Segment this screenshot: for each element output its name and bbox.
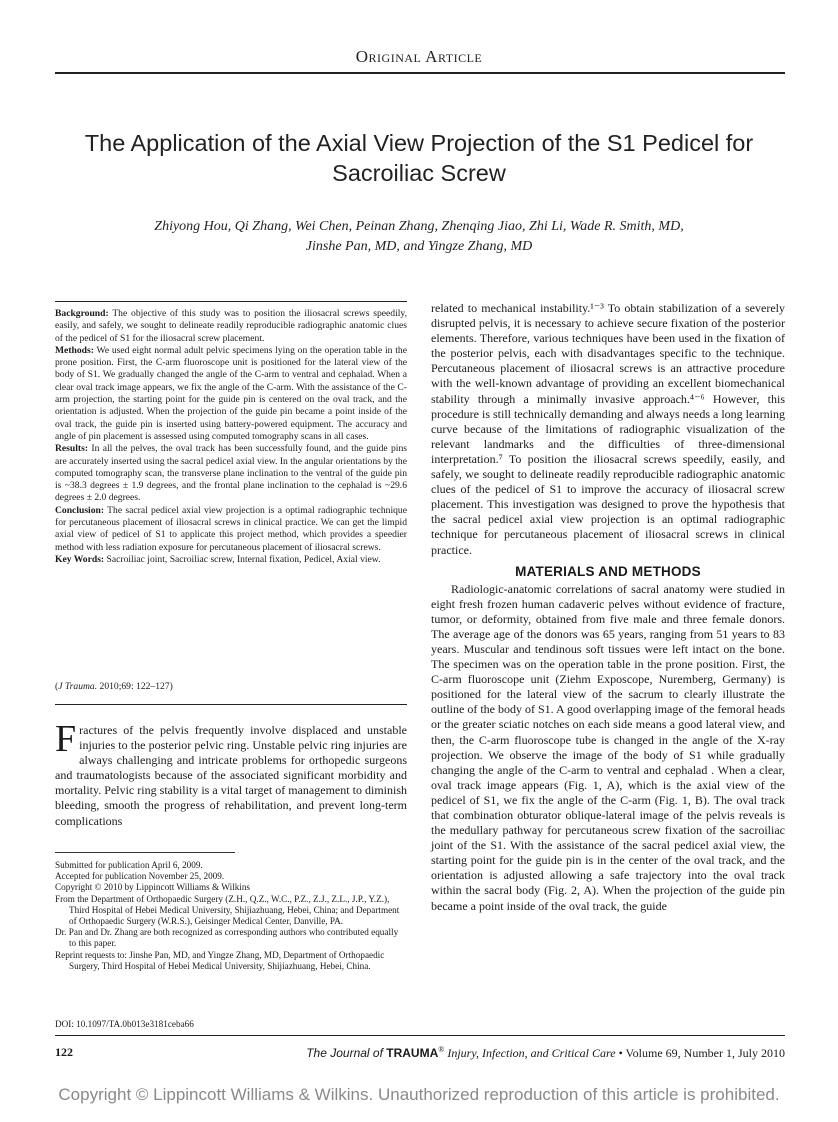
- intro-text: ractures of the pelvis frequently involve displaced and unstable injuries to the posterior pelvic ring. Unstable pelvic ring injuries are always challenging and intricate problems for orthopedic surgeons and traumatologists because of the associated significant morbidity and mortality. Pelvic ring stability is a vital target of management to diminish bleeding, smooth the progress of rehabilitation, and prevent long-term complications: [55, 723, 407, 828]
- abstract-conclusion: [55, 505, 407, 554]
- footer-rule: [55, 1035, 785, 1036]
- footnote-accepted: Accepted for publication November 25, 2009.: [55, 871, 225, 882]
- footer-bullet: •: [615, 1046, 626, 1060]
- authors-line-1: Zhiyong Hou, Qi Zhang, Wei Chen, Peinan Zhang, Zhenqing Jiao, Zhi Li, Wade R. Smith, MD,: [154, 219, 684, 234]
- right-column: [431, 301, 785, 914]
- intro-paragraph: [55, 718, 407, 829]
- citation: (J Trauma. 2010;69: 122–127): [55, 681, 173, 692]
- copyright-watermark: Copyright © Lippincott Williams & Wilkins. Unauthorized reproduction of this article is prohibited.: [58, 1085, 780, 1104]
- keywords-label: Key Words:: [55, 553, 105, 565]
- intro-dropcap: F: [55, 718, 77, 760]
- footnote-affiliation: From the Department of Orthopaedic Surgery (Z.H., Q.Z., W.C., P.Z., Z.J., Z.L., J.P., Y.Z.), Third Hospital of Hebei Medical University, Shijiazhuang, Hebei, China; and Department of Orthopaedic Surgery (W.R.S.), Geisinger Medical Center, Danville, PA.: [55, 893, 400, 927]
- methods-label: Methods:: [55, 344, 94, 356]
- abstract-keywords: [55, 554, 407, 566]
- registered-mark: ®: [438, 1045, 445, 1054]
- title-line-1: The Application of the Axial View Projection of the S1 Pedicel for: [84, 130, 754, 156]
- authors-line-2: Jinshe Pan, MD, and Yingze Zhang, MD: [305, 239, 533, 254]
- methods-paragraph: Radiologic-anatomic correlations of sacral anatomy were studied in eight fresh frozen human cadaveric pelves without evidence of fracture, tumor, or deformity, obtained from five male and three female donors. The average age of the donors was 65 years, ranging from 51 years to 83 years. Muscular and tendinous soft tissues were left intact on the bone. The specimen was on the operation table in the prone position. First, the C-arm fluoroscope unit (Ziehm Exposcope, Nuremberg, Germany) is positioned for the lateral view of the sacrum to clearly illustrate the outline of the body of S1. A good overlapping image of the femoral heads or the greater sciatic notches on each side means a good lateral view, and then, the C-arm fluoroscope tube is changed in the angle of the X-ray projection. We observe the image of the body of S1 while gradually changing the angle of the C-arm to ventral and cephalad . When a clear, oval track image appears (Fig. 1, A), which is the axial view of the pedicel of S1, we fix the angle of the C-arm (Fig. 1, B). The oval track that combination obturator oblique-lateral image of the pelvis reveals is the medullary pathway for percutaneous screw fixation of the sacroiliac joint of the S1. With the assistance of the sacral pedicel axial view, the starting point for the guide pin is in the center of the oval track, and the orientation is adjusted allowing a safe trajectory into the oval track within the sacral body (Fig. 2, A). When the projection of the guide pin became a point inside of the oval track, the guide: [431, 581, 785, 913]
- abstract-top-rule: [55, 301, 407, 302]
- journal-footer: [306, 1045, 785, 1061]
- footnote-submitted: Submitted for publication April 6, 2009.: [55, 860, 203, 870]
- footnotes: [55, 860, 407, 972]
- footnote-corresponding: Dr. Pan and Dr. Zhang are both recognized as corresponding authors who contributed equally to this paper.: [55, 927, 399, 949]
- section-label: Original Article: [355, 47, 483, 66]
- methods-text: We used eight normal adult pelvic specimens lying on the operation table in the prone position. First, the C-arm fluoroscope unit is positioned for the lateral view of the body of S1. We gradually changed the angle of the C-arm to ventral and cephalad. When a clear oval track image appears, we fix the angle of the C-arm. With the assistance of the C-arm projection, the starting point for the guide pin is centered on the oval track, and the orientation is adjusted. When the projection of the guide pin became a point inside of the oval track, the guide pin is inserted using battery-powered equipment. The accuracy and angle of pin placement is assessed using computed tomography scans in all cases.: [55, 344, 407, 442]
- journal-prefix: The Journal of: [306, 1046, 387, 1060]
- title-line-2: Sacroiliac Screw: [332, 160, 506, 186]
- article-title: [40, 128, 798, 188]
- page-number: 122: [55, 1045, 73, 1059]
- header-rule: [55, 72, 785, 74]
- results-text: In all the pelves, the oval track has been successfully found, and the guide pins are accurately inserted using the sacral pedicel axial view. In the angular orientations by the computed tomography scan, the transverse plane inclination to the ventral of the guide pin is ~38.3 degrees ± 1.9 degrees, and the frontal plane inclination to the cephalad is ~29.6 degrees ± 2.0 degrees.: [55, 443, 407, 504]
- journal-trauma: TRAUMA: [386, 1046, 439, 1060]
- citation-rest: 2010;69: 122–127): [97, 681, 173, 692]
- footnote-copyright: Copyright © 2010 by Lippincott Williams & Wilkins: [55, 882, 251, 893]
- volume-info: Volume 69, Number 1, July 2010: [625, 1046, 785, 1060]
- abstract-methods: [55, 345, 407, 443]
- conclusion-text: The sacral pedicel axial view projection is a optimal radiographic technique for percutaneous placement of iliosacral screws in clinical practice. We can get the limpid axial view of pedicel of S1 to applicate this project method, which provides a speedier method with less radiation exposure for percutaneous placement of iliosacral screws.: [55, 504, 407, 553]
- intro-column: [55, 718, 407, 829]
- footnote-reprint: Reprint requests to: Jinshe Pan, MD, and Yingze Zhang, MD, Department of Orthopaedic Surgery, Third Hospital of Hebei Medical University, Shijiazhuang, Hebei, China.: [55, 949, 385, 971]
- background-label: Background:: [55, 308, 109, 319]
- abstract-background: [55, 308, 407, 345]
- keywords-text: Sacroiliac joint, Sacroiliac screw, Internal fixation, Pedicel, Axial view.: [106, 553, 381, 565]
- methods-heading: MATERIALS AND METHODS: [515, 563, 701, 579]
- intro-continued: related to mechanical instability.¹⁻³ To obtain stabilization of a severely disrupted pelvis, it is necessary to achieve secure fixation of the posterior elements. Therefore, various techniques have been used in the fixation of the posterior pelvis, each with disadvantages specific to the technique. Percutaneous placement of iliosacral screws is an attractive procedure with the well-known advantage of providing an excellent biomechanical stability through a minimally invasive approach.⁴⁻⁶ However, this procedure is still technically demanding and always needs a long learning curve because of the limitations of radiographic visualization of the relevant landmarks and the difficulties of three-dimensional interpretation.⁷ To position the iliosacral screws speedily, easily, and safely, we sought to delineate readily reproducible radiographic anatomic clues of the pedicel of S1 to improve the accuracy of iliosacral screw placement. This investigation was designed to prove the hypothesis that the sacral pedicel axial view projection is an optimal radiographic technique for percutaneous placement of iliosacral screws in clinical practice.: [431, 301, 785, 557]
- footnote-rule: [55, 852, 235, 853]
- results-label: Results:: [55, 443, 89, 455]
- abstract-bottom-rule: [55, 704, 407, 705]
- citation-journal: J Trauma.: [58, 681, 98, 692]
- journal-subtitle: Injury, Infection, and Critical Care: [444, 1046, 616, 1060]
- background-text: The objective of this study was to position the iliosacral screws speedily, easily, and safely, we sought to delineate readily reproducible radiographic anatomic clues of the pedicel of S1 for the iliosacral screw placement.: [55, 308, 407, 344]
- abstract: [55, 308, 407, 566]
- conclusion-label: Conclusion:: [55, 504, 105, 516]
- doi: DOI: 10.1097/TA.0b013e3181ceba66: [55, 1019, 194, 1029]
- author-list: [60, 217, 778, 257]
- abstract-results: [55, 443, 407, 504]
